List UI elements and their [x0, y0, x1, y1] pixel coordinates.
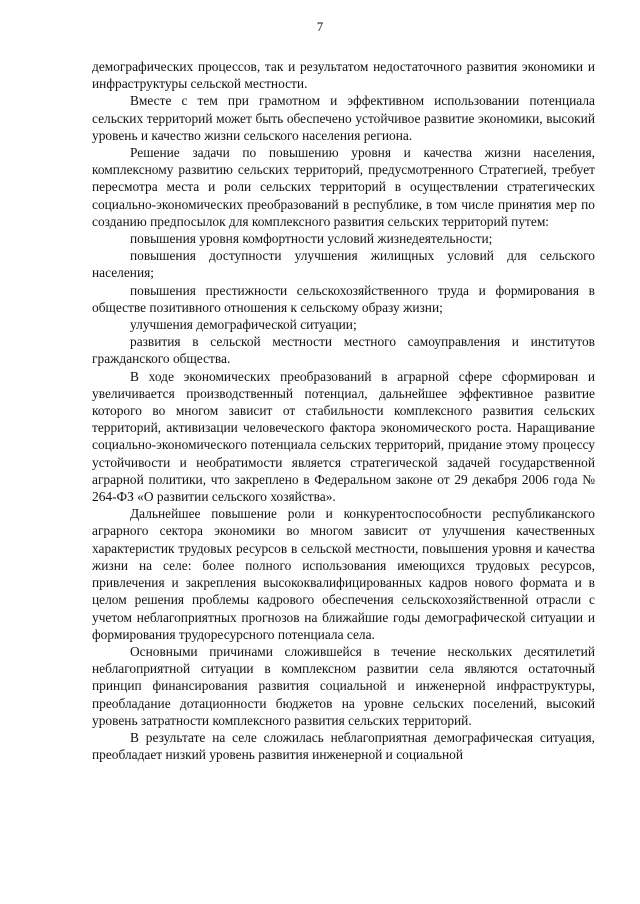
list-item-prestige: повышения престижности сельскохозяйственного труда и формирования в обществе позитивного отношения к сельскому образу жизни; [92, 282, 595, 315]
body-text [92, 58, 595, 763]
list-item-comfort: повышения уровня комфортности условий жизнедеятельности; [130, 231, 493, 247]
paragraph-strategy: Решение задачи по повышению уровня и качества жизни населения, комплексному развитию сельских территорий, предусмотренного Стратегией, требует пересмотра места и роли сельских территорий в осуществлении стратегических социально-экономических преобразований в республике, в том числе принятия мер по созданию предпосылок для комплексного развития сельских территорий путем: [92, 145, 595, 229]
list-item-housing: повышения доступности улучшения жилищных условий для сельского населения; [92, 248, 595, 281]
list-item-demography: улучшения демографической ситуации; [130, 317, 357, 333]
paragraph-result: В результате на селе сложилась неблагоприятная демографическая ситуация, преобладает низкий уровень развития инженерной и социальной [92, 729, 595, 763]
list-item-self-government: развития в сельской местности местного самоуправления и институтов гражданского общества. [92, 334, 595, 367]
paragraph-potential: Вместе с тем при грамотном и эффективном использовании потенциала сельских территорий может быть обеспечено устойчивое развитие экономики, высокий уровень и качество жизни сельского населения региона. [92, 93, 595, 143]
paragraph-economic-reforms: В ходе экономических преобразований в аграрной сфере сформирован и увеличивается производственный потенциал, дальнейшее эффективное развитие которого во многом зависит от стабильности комплексного развития сельских территорий, активизации человеческого фактора экономического роста. Наращивание социально-экономического потенциала сельских территорий, придание этому процессу устойчивости и необратимости является стратегической задачей государственной аграрной политики, что закреплено в Федеральном законе от 29 декабря 2006 года № 264-ФЗ «О развитии сельского хозяйства». [92, 368, 595, 505]
paragraph-causes: Основными причинами сложившейся в течение нескольких десятилетий неблагоприятной ситуации в комплексном развитии села являются остаточный принцип финансирования развития социальной и инженерной инфраструктуры, преобладание дотационности бюджетов на уровне сельских поселений, высокий уровень затратности комплексного развития сельских территорий. [92, 643, 595, 728]
paragraph-competitiveness: Дальнейшее повышение роли и конкурентоспособности республиканского аграрного сектора экономики во многом зависит от улучшения качественных характеристик трудовых ресурсов в сельской местности, повышения уровня и качества жизни на селе: более полного использования имеющихся трудовых ресурсов, привлечения и закрепления высококвалифицированных кадров нового формата и в целом решения проблемы кадрового обеспечения сельскохозяйственной отрасли с учетом неблагоприятных прогнозов на ближайшие годы демографической ситуации и формирования трудоресурсного потенциала села. [92, 506, 595, 642]
paragraph-continuation: демографических процессов, так и результатом недостаточного развития экономики и инфраструктуры сельской местности. [92, 59, 595, 92]
page-number: 7 [316, 19, 324, 34]
